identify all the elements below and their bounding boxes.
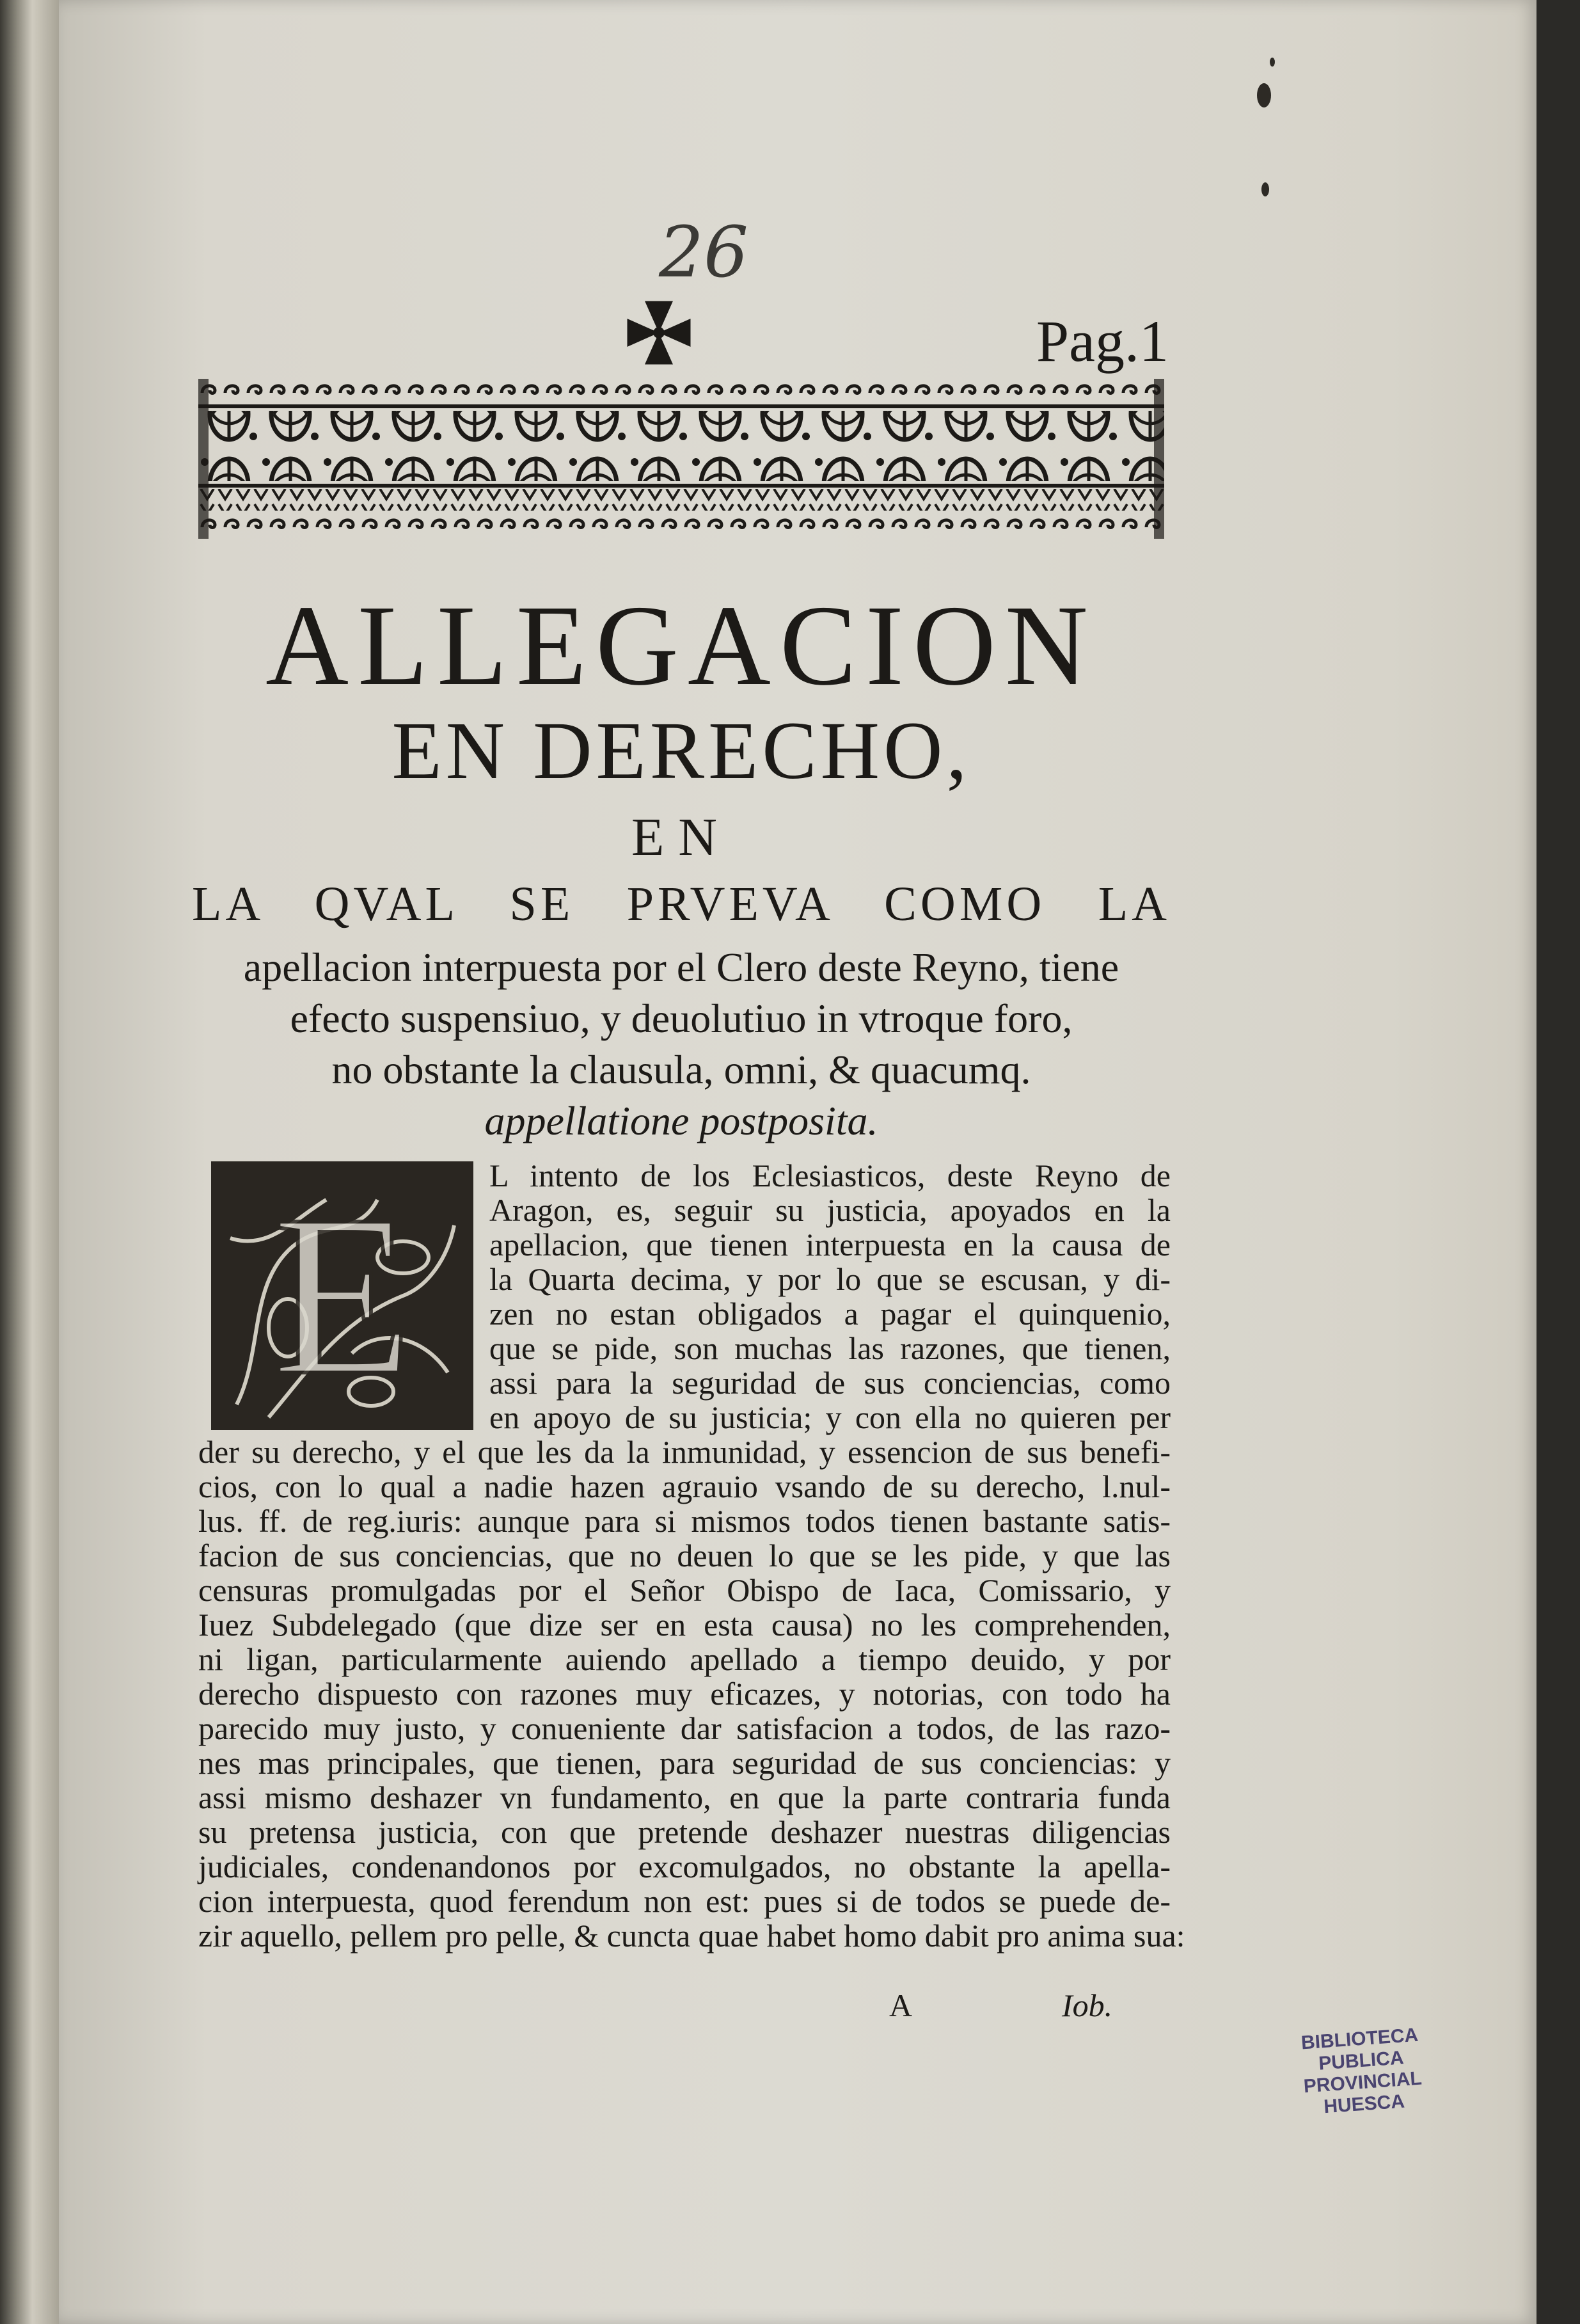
body-line: apellacion, que tienen interpuesta en la causa de [489,1227,1171,1262]
subtitle-line-3: no obstante la clausula, omni, & quacumq. [331,1047,1031,1092]
signature-mark: A [889,1987,913,2023]
body-line: la Quarta decima, y por lo que se escusan, y di- [489,1261,1171,1297]
body-line: der su derecho, y el que les da la inmunidad, y essencion de sus benefi- [198,1434,1171,1470]
library-stamp [1286,2023,1440,2136]
stamp-line: BIBLIOTECA [1300,2024,1419,2054]
body-line: lus. ff. de reg.iuris: aunque para si mismos todos tienen bastante satis- [198,1503,1171,1539]
body-line: facion de sus conciencias, que no deuen lo que se les pide, y que las [198,1538,1171,1573]
stamp-line: HUESCA [1323,2090,1406,2118]
body-line: cion interpuesta, quod ferendum non est: pues si de todos se puede de- [198,1883,1171,1919]
body-line: cios, con lo qual a nadie hazen agrauio vsando de su derecho, l.nul- [198,1468,1171,1504]
body-line: assi para la seguridad de sus conciencias, como [489,1365,1171,1401]
page-number-label: Pag.1 [1036,308,1169,374]
stamp-line: PROVINCIAL [1302,2067,1423,2097]
ink-spot [1257,83,1271,107]
body-line: su pretensa justicia, con que pretende deshazer nuestras diligencias [198,1814,1171,1850]
body-line: zen no estan obligados a pagar el quinquenio, [489,1296,1171,1332]
body-line: derecho dispuesto con razones muy eficazes, y notorias, con todo ha [198,1676,1171,1712]
book-binding-edge [0,0,59,2324]
subtitle-line-4: appellatione postposita. [484,1098,878,1143]
body-line: que se pide, son muchas las razones, que tienen, [489,1330,1171,1366]
title-en: EN [631,808,731,867]
body-line: Aragon, es, seguir su justicia, apoyados en la [489,1192,1171,1228]
body-line: censuras promulgadas por el Señor Obispo de Iaca, Comissario, y [198,1572,1171,1608]
body-line: nes mas principales, que tienen, para seguridad de sus conciencias: y [198,1745,1171,1781]
subtitle-line-1: apellacion interpuesta por el Clero deste Reyno, tiene [243,944,1119,990]
printers-ornament-band [198,379,1164,539]
catchword: Iob. [1062,1987,1113,2023]
body-line: assi mismo deshazer vn fundamento, en que la parte contraria funda [198,1779,1171,1815]
body-line: ni ligan, particularmente auiendo apellado a tiempo deuido, y por [198,1641,1171,1677]
body-line: judiciales, condenandonos por excomulgados, no obstante la apella- [198,1849,1171,1884]
stamp-line: PUBLICA [1318,2047,1405,2074]
title-en-derecho: EN DERECHO, [391,705,971,796]
svg-text:E: E [272,1167,413,1422]
handwritten-folio-number: 26 [659,211,748,293]
ink-spot [1261,182,1269,196]
body-line: zir aquello, pellem pro pelle, & cuncta quae habet homo dabit pro anima sua: [198,1918,1185,1954]
decorated-initial-e [211,1161,473,1430]
body-line: en apoyo de su justicia; y con ella no quieren per [489,1399,1171,1435]
cross-pattee-icon [624,298,694,368]
title-la-qual: LA QVAL SE PRVEVA COMO LA [192,877,1171,931]
body-line: L intento de los Eclesiasticos, deste Reyno de [489,1158,1171,1193]
subtitle-line-2: efecto suspensiuo, y deuolutiuo in vtroque foro, [290,996,1073,1041]
title-allegacion: ALLEGACION [265,582,1097,709]
body-line: Iuez Subdelegado (que dize ser en esta causa) no les comprehenden, [198,1607,1171,1643]
body-line: parecido muy justo, y conueniente dar satisfacion a todos, de las razo- [198,1710,1171,1746]
ink-spot [1270,58,1275,67]
